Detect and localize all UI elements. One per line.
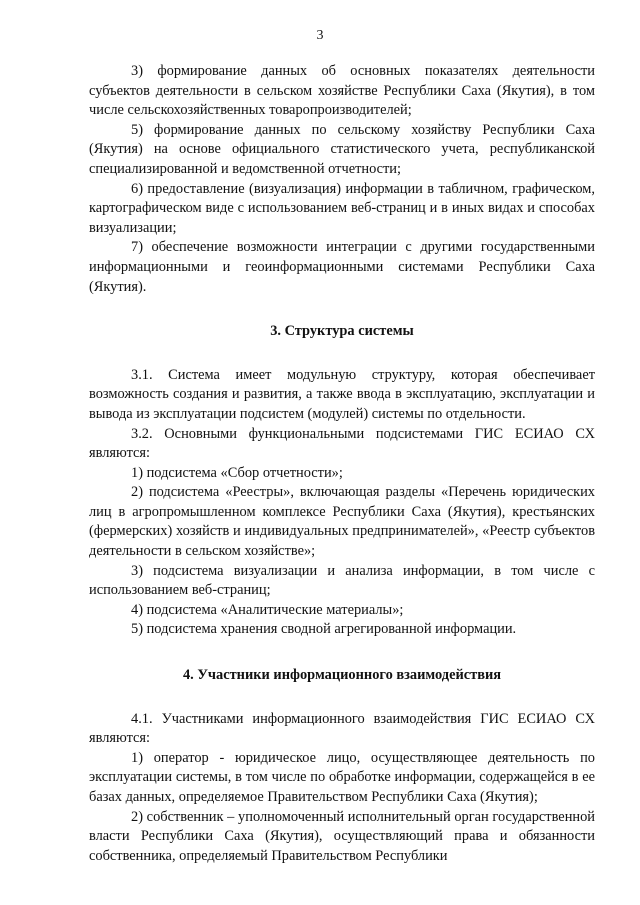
list-item: 3) подсистема визуализации и анализа информации, в том числе с использованием веб-страниц; <box>89 562 595 599</box>
list-item: 4) подсистема «Аналитические материалы»; <box>131 601 404 618</box>
list-item: 1) оператор - юридическое лицо, осуществляющее деятельность по эксплуатации системы, в том числе по обработке информации, содержащейся в ее базах данных, определяемое Правительством Республики Саха (Якутия); <box>89 749 595 805</box>
paragraph: 3.1. Система имеет модульную структуру, которая обеспечивает возможность создания и развития, а также ввода в эксплуатацию, эксплуатации и вывода из эксплуатации подсистем (модулей) системы по отдельности. <box>89 366 595 422</box>
paragraph: 3.2. Основными функциональными подсистемами ГИС ЕСИАО СХ являются: <box>89 425 595 462</box>
list-item: 5) подсистема хранения сводной агрегированной информации. <box>131 621 517 638</box>
list-item: 5) формирование данных по сельскому хозяйству Республики Саха (Якутия) на основе официального статистического учета, республиканской специализированной и ведомственной отчетности; <box>89 121 595 177</box>
list-item: 2) собственник – уполномоченный исполнительный орган государственной власти Республики Саха (Якутия), осуществляющий права и обязанности собственника, определяемый Правительством Республики <box>89 808 595 864</box>
list-item: 1) подсистема «Сбор отчетности»; <box>131 464 343 481</box>
section-heading: 3. Структура системы <box>270 323 414 340</box>
page-number: 3 <box>316 28 324 43</box>
list-item: 3) формирование данных об основных показателях деятельности субъектов деятельности в сельском хозяйстве Республики Саха (Якутия), в том числе сельскохозяйственных товаропроизводителей; <box>89 63 595 119</box>
list-item: 6) предоставление (визуализация) информации в табличном, графическом, картографическом виде с использованием веб-страниц и в иных видах и способах визуализации; <box>89 180 595 236</box>
list-item: 7) обеспечение возможности интеграции с другими государственными информационными и геоинформационными системами Республики Саха (Якутия). <box>89 239 595 295</box>
list-item: 2) подсистема «Реестры», включающая разделы «Перечень юридических лиц в агропромышленном комплексе Республики Саха (Якутия), крестьянских (фермерских) хозяйств и индивидуальных предпринимателей», «Реестр субъектов деятельности в сельском хозяйстве»; <box>89 484 595 560</box>
section-heading: 4. Участники информационного взаимодействия <box>182 667 502 684</box>
document-body <box>89 62 595 866</box>
paragraph: 4.1. Участниками информационного взаимодействия ГИС ЕСИАО СХ являются: <box>89 710 595 747</box>
